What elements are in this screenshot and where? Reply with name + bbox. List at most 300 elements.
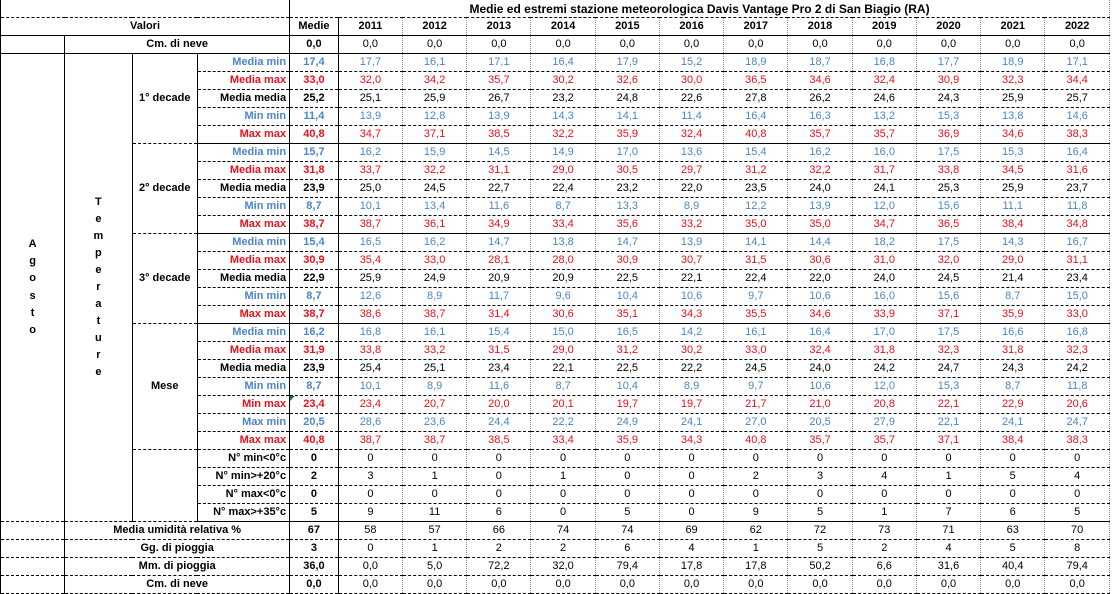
value-cell: 11,1 bbox=[981, 198, 1045, 216]
value-cell: 23,4 bbox=[467, 360, 531, 378]
year-header: 2021 bbox=[981, 18, 1045, 36]
value-cell: 22,2 bbox=[659, 360, 723, 378]
row-label: N° max>+35°c bbox=[197, 504, 289, 522]
value-cell: 9,7 bbox=[724, 288, 788, 306]
value-cell: 24,2 bbox=[1045, 360, 1110, 378]
value-cell: 22,6 bbox=[659, 90, 723, 108]
row-label: N° min>+20°c bbox=[197, 468, 289, 486]
value-cell: 11,6 bbox=[467, 198, 531, 216]
value-cell: 9,7 bbox=[724, 378, 788, 396]
section-label: 1° decade bbox=[132, 54, 197, 144]
value-cell: 31,1 bbox=[1045, 252, 1110, 270]
year-header: 2017 bbox=[724, 18, 788, 36]
value-cell: 32,6 bbox=[595, 72, 659, 90]
value-cell: 0 bbox=[338, 450, 402, 468]
vertical-letter: o bbox=[29, 272, 36, 285]
value-cell: 24,4 bbox=[467, 414, 531, 432]
value-cell: 0 bbox=[788, 486, 852, 504]
value-cell: 32,2 bbox=[531, 126, 595, 144]
row-label: Media media bbox=[197, 270, 289, 288]
value-cell: 8,7 bbox=[981, 378, 1045, 396]
value-cell: 16,2 bbox=[338, 144, 402, 162]
value-cell: 15,4 bbox=[724, 144, 788, 162]
value-cell: 32,0 bbox=[338, 72, 402, 90]
value-cell: 0 bbox=[659, 468, 723, 486]
value-cell: 22,0 bbox=[788, 270, 852, 288]
value-cell: 13,9 bbox=[467, 108, 531, 126]
value-cell: 32,2 bbox=[788, 162, 852, 180]
value-cell: 0,0 bbox=[852, 36, 916, 54]
blank-cell bbox=[1, 558, 65, 576]
value-cell: 25,9 bbox=[338, 270, 402, 288]
row-label: Media max bbox=[197, 252, 289, 270]
avg-cell: 20,5 bbox=[290, 414, 339, 432]
value-cell: 0,0 bbox=[531, 576, 595, 594]
value-cell: 31,6 bbox=[1045, 162, 1110, 180]
value-cell: 31,0 bbox=[852, 252, 916, 270]
value-cell: 27,8 bbox=[724, 90, 788, 108]
year-header: 2020 bbox=[916, 18, 980, 36]
avg-cell bbox=[290, 396, 339, 414]
value-cell: 58 bbox=[338, 522, 402, 540]
value-cell: 16,8 bbox=[852, 54, 916, 72]
value-cell: 16,5 bbox=[595, 324, 659, 342]
value-cell: 25,9 bbox=[403, 90, 467, 108]
value-cell: 35,5 bbox=[724, 306, 788, 324]
value-cell: 33,0 bbox=[1045, 306, 1110, 324]
year-header: 2022 bbox=[1045, 18, 1110, 36]
value-cell: 38,7 bbox=[403, 306, 467, 324]
value-cell: 18,9 bbox=[981, 54, 1045, 72]
row-label: Min min bbox=[197, 288, 289, 306]
value-cell: 0,0 bbox=[981, 36, 1045, 54]
value-cell: 33,2 bbox=[659, 216, 723, 234]
value-cell: 40,8 bbox=[724, 432, 788, 450]
value-cell: 40,8 bbox=[724, 126, 788, 144]
value-cell: 0 bbox=[916, 450, 980, 468]
blank-cell bbox=[132, 450, 197, 522]
vertical-letter: r bbox=[96, 280, 101, 293]
value-cell: 32,2 bbox=[403, 162, 467, 180]
value-cell: 28,6 bbox=[338, 414, 402, 432]
row-label: Cm. di neve bbox=[65, 576, 290, 594]
value-cell: 1 bbox=[724, 540, 788, 558]
value-cell: 7 bbox=[916, 504, 980, 522]
value-cell: 25,9 bbox=[981, 180, 1045, 198]
value-cell: 34,9 bbox=[467, 216, 531, 234]
value-cell: 20,5 bbox=[788, 414, 852, 432]
value-cell: 34,2 bbox=[403, 72, 467, 90]
value-cell: 22,1 bbox=[916, 414, 980, 432]
value-cell: 0,0 bbox=[467, 576, 531, 594]
value-cell: 31,5 bbox=[467, 342, 531, 360]
value-cell: 15,3 bbox=[916, 378, 980, 396]
value-cell: 34,6 bbox=[788, 72, 852, 90]
value-cell: 35,7 bbox=[788, 126, 852, 144]
value-cell: 5 bbox=[788, 540, 852, 558]
vertical-letter: e bbox=[95, 366, 102, 379]
vertical-letter: a bbox=[95, 298, 102, 311]
value-cell: 22,1 bbox=[531, 360, 595, 378]
value-cell: 25,3 bbox=[916, 180, 980, 198]
value-cell: 33,0 bbox=[403, 252, 467, 270]
avg-cell: 15,4 bbox=[290, 234, 339, 252]
value-cell: 24,0 bbox=[788, 360, 852, 378]
row-label: Media min bbox=[197, 234, 289, 252]
row-label: Media media bbox=[197, 180, 289, 198]
blank-cell bbox=[1, 576, 65, 594]
value-cell: 0 bbox=[467, 486, 531, 504]
value-cell: 24,2 bbox=[852, 360, 916, 378]
avg-cell: 2 bbox=[290, 468, 339, 486]
value-cell: 38,6 bbox=[338, 306, 402, 324]
value-cell: 14,1 bbox=[724, 234, 788, 252]
value-cell: 24,0 bbox=[788, 180, 852, 198]
value-cell: 13,4 bbox=[403, 198, 467, 216]
vertical-letter: u bbox=[95, 332, 102, 345]
row-label: Max max bbox=[197, 216, 289, 234]
temperature-row bbox=[1, 234, 1110, 252]
value-cell: 25,1 bbox=[338, 90, 402, 108]
value-cell: 29,0 bbox=[981, 252, 1045, 270]
value-cell: 17,7 bbox=[916, 54, 980, 72]
value-cell: 79,4 bbox=[1045, 558, 1110, 576]
value-cell: 0,0 bbox=[788, 36, 852, 54]
value-cell: 22,5 bbox=[595, 360, 659, 378]
value-cell: 35,9 bbox=[981, 306, 1045, 324]
value-cell: 36,5 bbox=[916, 216, 980, 234]
value-cell: 70 bbox=[1045, 522, 1110, 540]
row-label: Media min bbox=[197, 144, 289, 162]
year-header: 2014 bbox=[531, 18, 595, 36]
value-cell: 0 bbox=[338, 486, 402, 504]
value-cell: 20,9 bbox=[467, 270, 531, 288]
year-header: 2018 bbox=[788, 18, 852, 36]
value-cell: 34,6 bbox=[788, 306, 852, 324]
value-cell: 14,6 bbox=[1045, 108, 1110, 126]
value-cell: 0,0 bbox=[338, 558, 402, 576]
value-cell: 14,5 bbox=[467, 144, 531, 162]
value-cell: 31,5 bbox=[724, 252, 788, 270]
value-cell: 17,8 bbox=[724, 558, 788, 576]
value-cell: 32,3 bbox=[1045, 342, 1110, 360]
value-cell: 1 bbox=[531, 468, 595, 486]
value-cell: 79,4 bbox=[595, 558, 659, 576]
value-cell: 16,4 bbox=[1045, 144, 1110, 162]
value-cell: 29,0 bbox=[531, 162, 595, 180]
value-cell: 12,6 bbox=[338, 288, 402, 306]
value-cell: 0,0 bbox=[788, 576, 852, 594]
value-cell: 11,7 bbox=[467, 288, 531, 306]
value-cell: 11,8 bbox=[1045, 378, 1110, 396]
section-label: Mese bbox=[132, 324, 197, 450]
row-label: Media media bbox=[197, 360, 289, 378]
value-cell: 23,4 bbox=[338, 396, 402, 414]
value-cell: 35,9 bbox=[595, 126, 659, 144]
value-cell: 0 bbox=[531, 486, 595, 504]
value-cell: 0 bbox=[595, 468, 659, 486]
value-cell: 6 bbox=[467, 504, 531, 522]
value-cell: 33,2 bbox=[403, 342, 467, 360]
value-cell: 38,5 bbox=[467, 432, 531, 450]
avg-cell: 30,9 bbox=[290, 252, 339, 270]
value-cell: 35,1 bbox=[595, 306, 659, 324]
value-cell: 35,6 bbox=[595, 216, 659, 234]
value-cell: 10,6 bbox=[659, 288, 723, 306]
value-cell: 22,0 bbox=[659, 180, 723, 198]
value-cell: 27,0 bbox=[724, 414, 788, 432]
value-cell: 24,5 bbox=[403, 180, 467, 198]
value-cell: 14,9 bbox=[531, 144, 595, 162]
value-cell: 16,4 bbox=[724, 108, 788, 126]
value-cell: 5 bbox=[981, 540, 1045, 558]
value-cell: 0 bbox=[788, 450, 852, 468]
value-cell: 0,0 bbox=[338, 576, 402, 594]
value-cell: 33,4 bbox=[531, 432, 595, 450]
value-cell: 0,0 bbox=[724, 576, 788, 594]
value-cell: 30,9 bbox=[595, 252, 659, 270]
row-label: Min min bbox=[197, 198, 289, 216]
value-cell: 0 bbox=[403, 450, 467, 468]
value-cell: 16,1 bbox=[403, 324, 467, 342]
value-cell: 21,0 bbox=[788, 396, 852, 414]
value-cell: 23,4 bbox=[1045, 270, 1110, 288]
value-cell: 38,7 bbox=[338, 216, 402, 234]
value-cell: 21,7 bbox=[724, 396, 788, 414]
value-cell: 16,8 bbox=[1045, 324, 1110, 342]
value-cell: 8 bbox=[1045, 540, 1110, 558]
value-cell: 24,8 bbox=[595, 90, 659, 108]
vertical-letter: o bbox=[29, 323, 36, 336]
value-cell: 17,1 bbox=[467, 54, 531, 72]
value-cell: 23,2 bbox=[531, 90, 595, 108]
value-cell: 24,7 bbox=[916, 360, 980, 378]
value-cell: 0 bbox=[1045, 486, 1110, 504]
value-cell: 0 bbox=[403, 486, 467, 504]
value-cell: 35,4 bbox=[338, 252, 402, 270]
value-cell: 0,0 bbox=[531, 36, 595, 54]
value-cell: 24,1 bbox=[981, 414, 1045, 432]
value-cell: 35,9 bbox=[595, 432, 659, 450]
row-label: Media max bbox=[197, 342, 289, 360]
value-cell: 0 bbox=[338, 540, 402, 558]
value-cell: 38,3 bbox=[1045, 126, 1110, 144]
value-cell: 15,6 bbox=[916, 288, 980, 306]
value-cell: 0,0 bbox=[338, 36, 402, 54]
value-cell: 15,3 bbox=[981, 144, 1045, 162]
table-body bbox=[1, 0, 1110, 594]
value-cell: 57 bbox=[403, 522, 467, 540]
value-cell: 16,2 bbox=[788, 144, 852, 162]
value-cell: 16,8 bbox=[338, 324, 402, 342]
value-cell: 2 bbox=[852, 540, 916, 558]
top-snow-row bbox=[1, 36, 1110, 54]
value-cell: 5 bbox=[1045, 504, 1110, 522]
value-cell: 63 bbox=[981, 522, 1045, 540]
value-cell: 33,8 bbox=[338, 342, 402, 360]
value-cell: 5 bbox=[788, 504, 852, 522]
value-cell: 31,8 bbox=[981, 342, 1045, 360]
value-cell: 15,0 bbox=[1045, 288, 1110, 306]
vertical-letter: p bbox=[95, 246, 102, 259]
value-cell: 26,7 bbox=[467, 90, 531, 108]
row-label: Gg. di pioggia bbox=[65, 540, 290, 558]
value-cell: 21,4 bbox=[981, 270, 1045, 288]
value-cell: 23,5 bbox=[724, 180, 788, 198]
value-cell: 0,0 bbox=[403, 576, 467, 594]
value-cell: 17,9 bbox=[595, 54, 659, 72]
value-cell: 5,0 bbox=[403, 558, 467, 576]
value-cell: 0,0 bbox=[595, 576, 659, 594]
avg-cell: 0,0 bbox=[290, 576, 339, 594]
value-cell: 17,5 bbox=[916, 234, 980, 252]
summary-row bbox=[1, 558, 1110, 576]
row-label: Min min bbox=[197, 108, 289, 126]
value-cell: 14,7 bbox=[467, 234, 531, 252]
value-cell: 32,0 bbox=[916, 252, 980, 270]
row-label: Media min bbox=[197, 324, 289, 342]
value-cell: 34,7 bbox=[852, 216, 916, 234]
value-cell: 30,6 bbox=[531, 306, 595, 324]
value-cell: 0 bbox=[1045, 450, 1110, 468]
avg-cell: 3 bbox=[290, 540, 339, 558]
value-cell: 25,9 bbox=[981, 90, 1045, 108]
value-cell: 30,6 bbox=[788, 252, 852, 270]
avg-cell: 0,0 bbox=[290, 36, 339, 54]
year-header: 2013 bbox=[467, 18, 531, 36]
value-cell: 17,0 bbox=[595, 144, 659, 162]
value-cell: 37,1 bbox=[403, 126, 467, 144]
value-cell: 20,9 bbox=[531, 270, 595, 288]
value-cell: 74 bbox=[531, 522, 595, 540]
value-cell: 0,0 bbox=[916, 576, 980, 594]
value-cell: 14,7 bbox=[595, 234, 659, 252]
value-cell: 24,1 bbox=[852, 180, 916, 198]
value-cell: 1 bbox=[403, 468, 467, 486]
temperature-row bbox=[1, 144, 1110, 162]
value-cell: 31,8 bbox=[852, 342, 916, 360]
value-cell: 10,1 bbox=[338, 378, 402, 396]
value-cell: 20,8 bbox=[852, 396, 916, 414]
year-header: 2012 bbox=[403, 18, 467, 36]
avg-value: 23,4 bbox=[303, 398, 325, 410]
vertical-letter: t bbox=[96, 315, 101, 328]
value-cell: 17,5 bbox=[916, 144, 980, 162]
vertical-letter: t bbox=[30, 306, 35, 319]
value-cell: 0,0 bbox=[595, 36, 659, 54]
value-cell: 25,7 bbox=[1045, 90, 1110, 108]
value-cell: 17,8 bbox=[659, 558, 723, 576]
value-cell: 0 bbox=[852, 486, 916, 504]
value-cell: 13,6 bbox=[659, 144, 723, 162]
value-cell: 22,5 bbox=[595, 270, 659, 288]
value-cell: 0 bbox=[659, 486, 723, 504]
value-cell: 32,0 bbox=[531, 558, 595, 576]
value-cell: 15,0 bbox=[531, 324, 595, 342]
value-cell: 16,1 bbox=[403, 54, 467, 72]
value-cell: 16,6 bbox=[981, 324, 1045, 342]
value-cell: 19,7 bbox=[595, 396, 659, 414]
value-cell: 24,0 bbox=[852, 270, 916, 288]
value-cell: 73 bbox=[852, 522, 916, 540]
value-cell: 10,6 bbox=[788, 378, 852, 396]
value-cell: 38,7 bbox=[338, 432, 402, 450]
value-cell: 16,0 bbox=[852, 144, 916, 162]
avg-cell: 33,0 bbox=[290, 72, 339, 90]
avg-cell: 23,9 bbox=[290, 360, 339, 378]
value-cell: 28,1 bbox=[467, 252, 531, 270]
value-cell: 16,1 bbox=[724, 324, 788, 342]
value-cell: 9 bbox=[724, 504, 788, 522]
row-label: Max min bbox=[197, 414, 289, 432]
value-cell: 5 bbox=[981, 468, 1045, 486]
value-cell: 0 bbox=[981, 450, 1045, 468]
value-cell: 0,0 bbox=[1045, 36, 1110, 54]
value-cell: 13,9 bbox=[338, 108, 402, 126]
value-cell: 22,7 bbox=[467, 180, 531, 198]
year-header: 2015 bbox=[595, 18, 659, 36]
value-cell: 0 bbox=[595, 450, 659, 468]
value-cell: 10,1 bbox=[338, 198, 402, 216]
value-cell: 8,9 bbox=[403, 288, 467, 306]
valori-header: Valori bbox=[1, 18, 290, 36]
value-cell: 24,5 bbox=[724, 360, 788, 378]
row-label: Min max bbox=[197, 396, 289, 414]
value-cell: 33,9 bbox=[852, 306, 916, 324]
medie-header: Medie bbox=[290, 18, 339, 36]
value-cell: 11,4 bbox=[659, 108, 723, 126]
avg-cell: 36,0 bbox=[290, 558, 339, 576]
avg-cell: 0 bbox=[290, 450, 339, 468]
value-cell: 16,7 bbox=[1045, 234, 1110, 252]
value-cell: 12,2 bbox=[724, 198, 788, 216]
section-label: 3° decade bbox=[132, 234, 197, 324]
value-cell: 2 bbox=[467, 540, 531, 558]
year-header: 2011 bbox=[338, 18, 402, 36]
avg-cell: 67 bbox=[290, 522, 339, 540]
value-cell: 0,0 bbox=[916, 36, 980, 54]
value-cell: 20,6 bbox=[1045, 396, 1110, 414]
value-cell: 33,0 bbox=[724, 342, 788, 360]
avg-cell: 15,7 bbox=[290, 144, 339, 162]
blank-cell bbox=[1, 36, 65, 54]
value-cell: 0 bbox=[595, 486, 659, 504]
value-cell: 22,4 bbox=[724, 270, 788, 288]
temperature-row bbox=[1, 54, 1110, 72]
value-cell: 35,7 bbox=[788, 432, 852, 450]
value-cell: 11,6 bbox=[467, 378, 531, 396]
vertical-letter: m bbox=[93, 229, 104, 242]
value-cell: 13,8 bbox=[531, 234, 595, 252]
category-label bbox=[65, 54, 132, 522]
avg-cell: 0 bbox=[290, 486, 339, 504]
value-cell: 24,3 bbox=[981, 360, 1045, 378]
summary-row bbox=[1, 540, 1110, 558]
value-cell: 16,5 bbox=[338, 234, 402, 252]
value-cell: 32,3 bbox=[981, 72, 1045, 90]
temperature-row bbox=[1, 324, 1110, 342]
value-cell: 17,0 bbox=[852, 324, 916, 342]
row-label: Max max bbox=[197, 126, 289, 144]
value-cell: 18,2 bbox=[852, 234, 916, 252]
value-cell: 16,3 bbox=[788, 108, 852, 126]
value-cell: 4 bbox=[1045, 468, 1110, 486]
value-cell: 3 bbox=[788, 468, 852, 486]
value-cell: 37,1 bbox=[916, 306, 980, 324]
value-cell: 72,2 bbox=[467, 558, 531, 576]
value-cell: 22,1 bbox=[659, 270, 723, 288]
page-title: Medie ed estremi stazione meteorologica Davis Vantage Pro 2 di San Biagio (RA) bbox=[290, 0, 1110, 18]
